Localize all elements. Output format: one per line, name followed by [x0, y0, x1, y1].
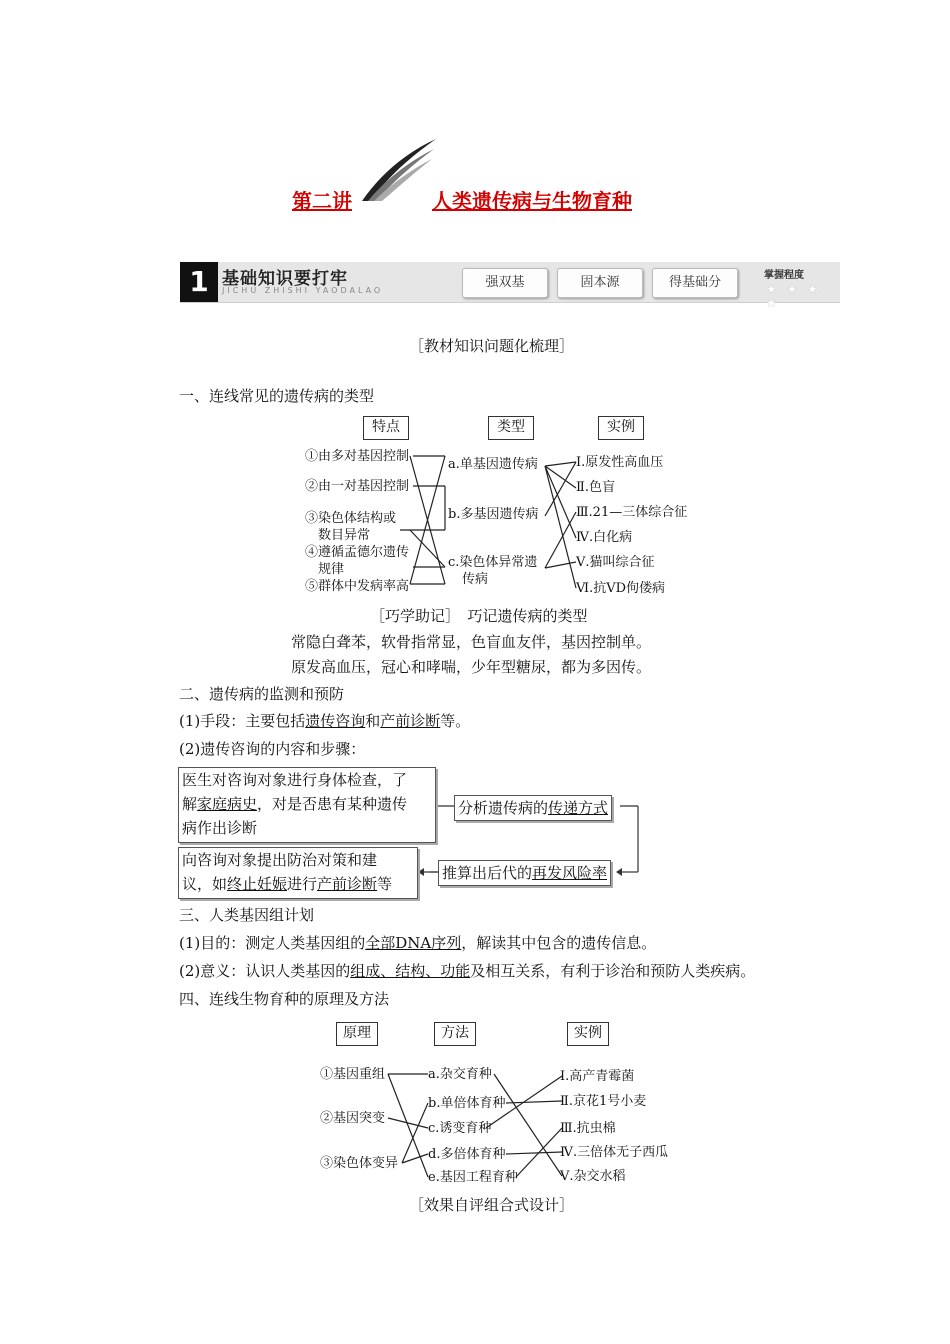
part3-line1-prefix: (1)目的：测定人类基因组的: [179, 934, 366, 952]
flow-box4-line2: [182, 872, 414, 896]
footer-heading: ［效果自评组合式设计］: [409, 1196, 575, 1214]
principle-1: ①基因重组: [320, 1067, 386, 1082]
flow-box-transmission: [454, 795, 612, 821]
button-gu-benyuan[interactable]: 固本源: [557, 268, 643, 298]
example-1: Ⅰ.原发性高血压: [576, 455, 664, 470]
part2-line1-mid: 和: [365, 712, 381, 730]
principle-3: ③染色体变异: [320, 1156, 399, 1171]
header-examples: 实例: [598, 416, 644, 440]
feature-1: ①由多对基因控制: [305, 449, 410, 464]
breeding-example-1: Ⅰ.高产青霉菌: [560, 1069, 635, 1084]
mastery-stars-icon: ★ ★ ★ ★: [766, 282, 821, 310]
part3-heading: 三、人类基因组计划: [179, 906, 315, 924]
part2-line1: [179, 710, 470, 732]
example-3: Ⅲ.21—三体综合征: [576, 505, 688, 520]
type-c-cont: 传病: [462, 572, 489, 587]
answer-recurrence-risk: 再发风险率: [532, 864, 608, 882]
disease-type-matching-diagram: [300, 412, 700, 602]
flow-box3-text: 推算出后代的: [442, 864, 533, 882]
flow-arrow-left-icon: [418, 868, 438, 876]
part2-heading: 二、遗传病的监测和预防: [179, 685, 345, 703]
flow-box4-line1: 向咨询对象提出防治对策和建: [182, 851, 378, 869]
flow-box1-l2a: 解: [182, 795, 198, 813]
header-features: 特点: [363, 416, 409, 440]
part3-line2-prefix: (2)意义：认识人类基因的: [179, 962, 351, 980]
answer-terminate-pregnancy: 终止妊娠: [227, 875, 288, 893]
method-b: b.单倍体育种: [428, 1096, 506, 1111]
section-banner: [180, 262, 840, 310]
breeding-matching-diagram: [316, 1018, 676, 1188]
answer-prenatal-diagnosis: 产前诊断: [380, 712, 441, 730]
memo-line-2: 原发高血压，冠心和哮喘，少年型糖尿，都为多因传。: [291, 658, 652, 676]
flow-box1-line1: 医生对咨询对象进行身体检查，了: [182, 771, 408, 789]
example-6: Ⅵ.抗VD佝偻病: [576, 581, 666, 596]
feature-3-cont: 数目异常: [318, 528, 371, 543]
section-heading: ［教材知识问题化梳理］: [409, 337, 575, 355]
part3-line2: [179, 960, 755, 982]
type-c: c.染色体异常遗: [448, 555, 538, 570]
part3-line1: [179, 932, 656, 954]
flow-box-diagnosis: [178, 767, 436, 843]
answer-family-history: 家庭病史: [197, 795, 258, 813]
feature-5: ⑤群体中发病率高: [305, 579, 410, 594]
type-b: b.多基因遗传病: [448, 507, 539, 522]
answer-prenatal-diagnosis-2: 产前诊断: [317, 875, 378, 893]
button-qiang-shuangji[interactable]: 强双基: [462, 268, 548, 298]
answer-composition-structure-function: 组成、结构、功能: [350, 962, 471, 980]
title-lecture-number: 第二讲: [292, 189, 352, 213]
flow-box-advice: [178, 847, 418, 899]
part2-line2: (2)遗传咨询的内容和步骤：: [179, 740, 366, 758]
flow-box1-line3: 病作出诊断: [182, 819, 258, 837]
example-2: Ⅱ.色盲: [576, 480, 615, 495]
part2-line1-suffix: 等。: [440, 712, 471, 730]
part3-line1-suffix: ，解读其中包含的遗传信息。: [461, 934, 657, 952]
answer-transmission-mode: 传递方式: [548, 799, 609, 817]
part3-line2-suffix: 及相互关系，有利于诊治和预防人类疾病。: [470, 962, 756, 980]
method-c: c.诱变育种: [428, 1121, 492, 1136]
flow-box1-l2b: ，对是否患有某种遗传: [257, 795, 408, 813]
breeding-example-3: Ⅲ.抗虫棉: [560, 1121, 616, 1136]
title-topic: 人类遗传病与生物育种: [432, 189, 632, 213]
banner-subtitle: JICHU ZHISHI YAODALAO: [222, 286, 384, 295]
button-de-jichufen[interactable]: 得基础分: [652, 268, 738, 298]
method-d: d.多倍体育种: [428, 1147, 506, 1162]
banner-number: 1: [180, 262, 218, 302]
part1-heading: 一、连线常见的遗传病的类型: [179, 387, 375, 405]
page-title: [0, 185, 950, 225]
banner-title: 基础知识要打牢: [222, 269, 348, 289]
flow-box4-l2c: 等: [377, 875, 393, 893]
feature-4: ④遵循孟德尔遗传: [305, 545, 410, 560]
header-principle: 原理: [336, 1022, 378, 1046]
part2-line1-prefix: (1)手段：主要包括: [179, 712, 306, 730]
part4-heading: 四、连线生物育种的原理及方法: [179, 990, 390, 1008]
header-method: 方法: [434, 1022, 476, 1046]
principle-2: ②基因突变: [320, 1111, 386, 1126]
flow-box1-line2: [182, 792, 432, 816]
example-5: Ⅴ.猫叫综合征: [576, 555, 655, 570]
mastery-label: 掌握程度: [764, 270, 804, 281]
method-e: e.基因工程育种: [428, 1170, 518, 1185]
header-example: 实例: [567, 1022, 609, 1046]
flow-box4-l2a: 议，如: [182, 875, 228, 893]
memo-line-1: 常隐白聋苯，软骨指常显，色盲血友伴，基因控制单。: [291, 633, 652, 651]
header-types: 类型: [488, 416, 534, 440]
example-4: Ⅳ.白化病: [576, 530, 633, 545]
breeding-example-2: Ⅱ.京花1号小麦: [560, 1094, 647, 1109]
answer-all-dna-sequence: 全部DNA序列: [365, 934, 462, 952]
answer-genetic-counseling: 遗传咨询: [305, 712, 366, 730]
breeding-example-4: Ⅳ.三倍体无子西瓜: [560, 1145, 669, 1160]
feature-2: ②由一对基因控制: [305, 479, 410, 494]
feature-3: ③染色体结构或: [305, 511, 397, 526]
flow-box2-text: 分析遗传病的: [458, 799, 549, 817]
flow-box-risk: [438, 860, 611, 886]
feature-4-cont: 规律: [318, 562, 345, 577]
breeding-example-5: Ⅴ.杂交水稻: [560, 1169, 626, 1184]
memo-title: ［巧学助记］ 巧记遗传病的类型: [370, 607, 588, 625]
type-a: a.单基因遗传病: [448, 457, 538, 472]
method-a: a.杂交育种: [428, 1067, 492, 1082]
flow-box4-l2b: 进行: [287, 875, 318, 893]
